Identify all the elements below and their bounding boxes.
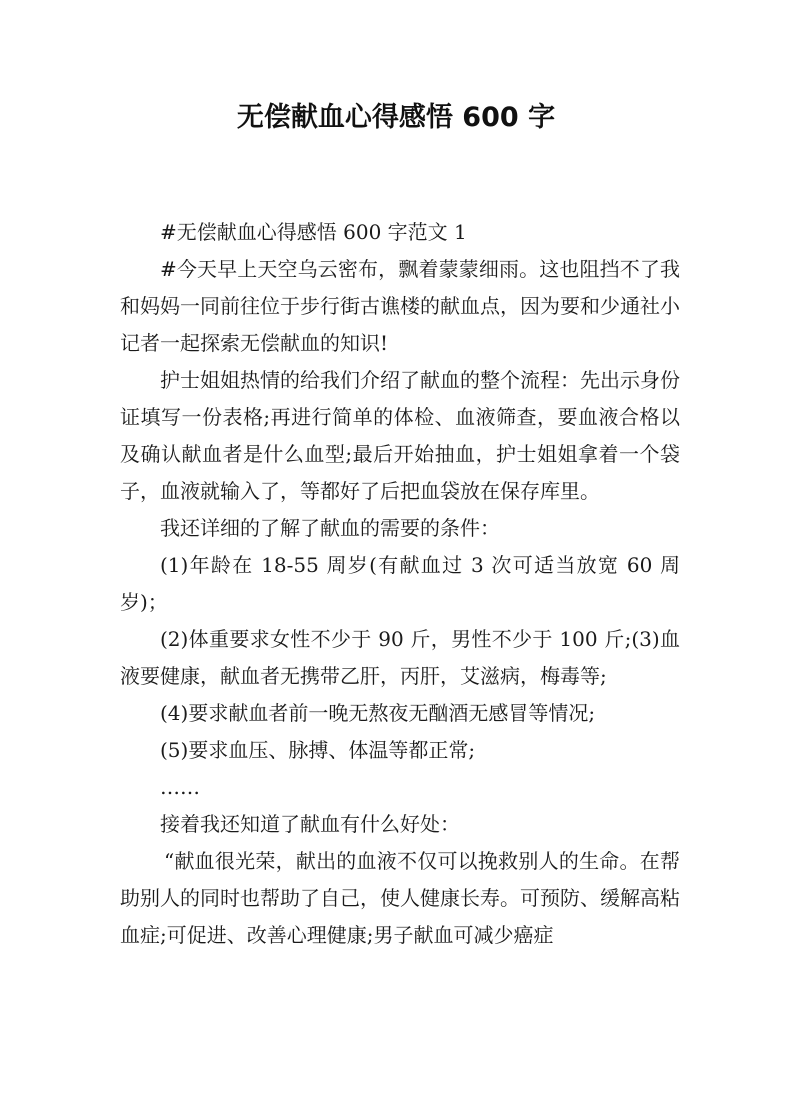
ellipsis: ……	[160, 775, 200, 799]
paragraph-benefits-intro: 接着我还知道了献血有什么好处：	[160, 812, 460, 836]
condition-age: (1)年龄在 18-55 周岁(有献血过 3 次可适当放宽 60 周岁)；	[120, 553, 680, 614]
condition-vitals: (5)要求血压、脉搏、体温等都正常;	[160, 738, 476, 762]
paragraph-process: 护士姐姐热情的给我们介绍了献血的整个流程：先出示身份证填写一份表格;再进行简单的体检、血液筛查，要血液合格以及确认献血者是什么血型;最后开始抽血，护士姐姐拿着一个袋子，血液就输入了，等都好了后把血袋放在保存库里。	[120, 368, 680, 503]
document-body	[120, 214, 680, 954]
condition-weight-health: (2)体重要求女性不少于 90 斤，男性不少于 100 斤;(3)血液要健康，献血者无携带乙肝，丙肝，艾滋病，梅毒等;	[120, 627, 680, 688]
paragraph-conditions-intro: 我还详细的了解了献血的需要的条件：	[160, 516, 500, 540]
paragraph-heading: #无偿献血心得感悟 600 字范文 1	[160, 220, 467, 244]
paragraph-benefits-quote: “献血很光荣，献出的血液不仅可以挽救别人的生命。在帮助别人的同时也帮助了自己，使人健康长寿。可预防、缓解高粘血症;可促进、改善心理健康;男子献血可减少癌症	[120, 849, 680, 947]
condition-night-before: (4)要求献血者前一晚无熬夜无酗酒无感冒等情况;	[160, 701, 596, 725]
page-title: 无偿献血心得感悟 600 字	[236, 102, 556, 133]
paragraph-intro: #今天早上天空乌云密布，飘着蒙蒙细雨。这也阻挡不了我和妈妈一同前往位于步行街古谯楼的献血点，因为要和少通社小记者一起探索无偿献血的知识!	[120, 257, 680, 355]
